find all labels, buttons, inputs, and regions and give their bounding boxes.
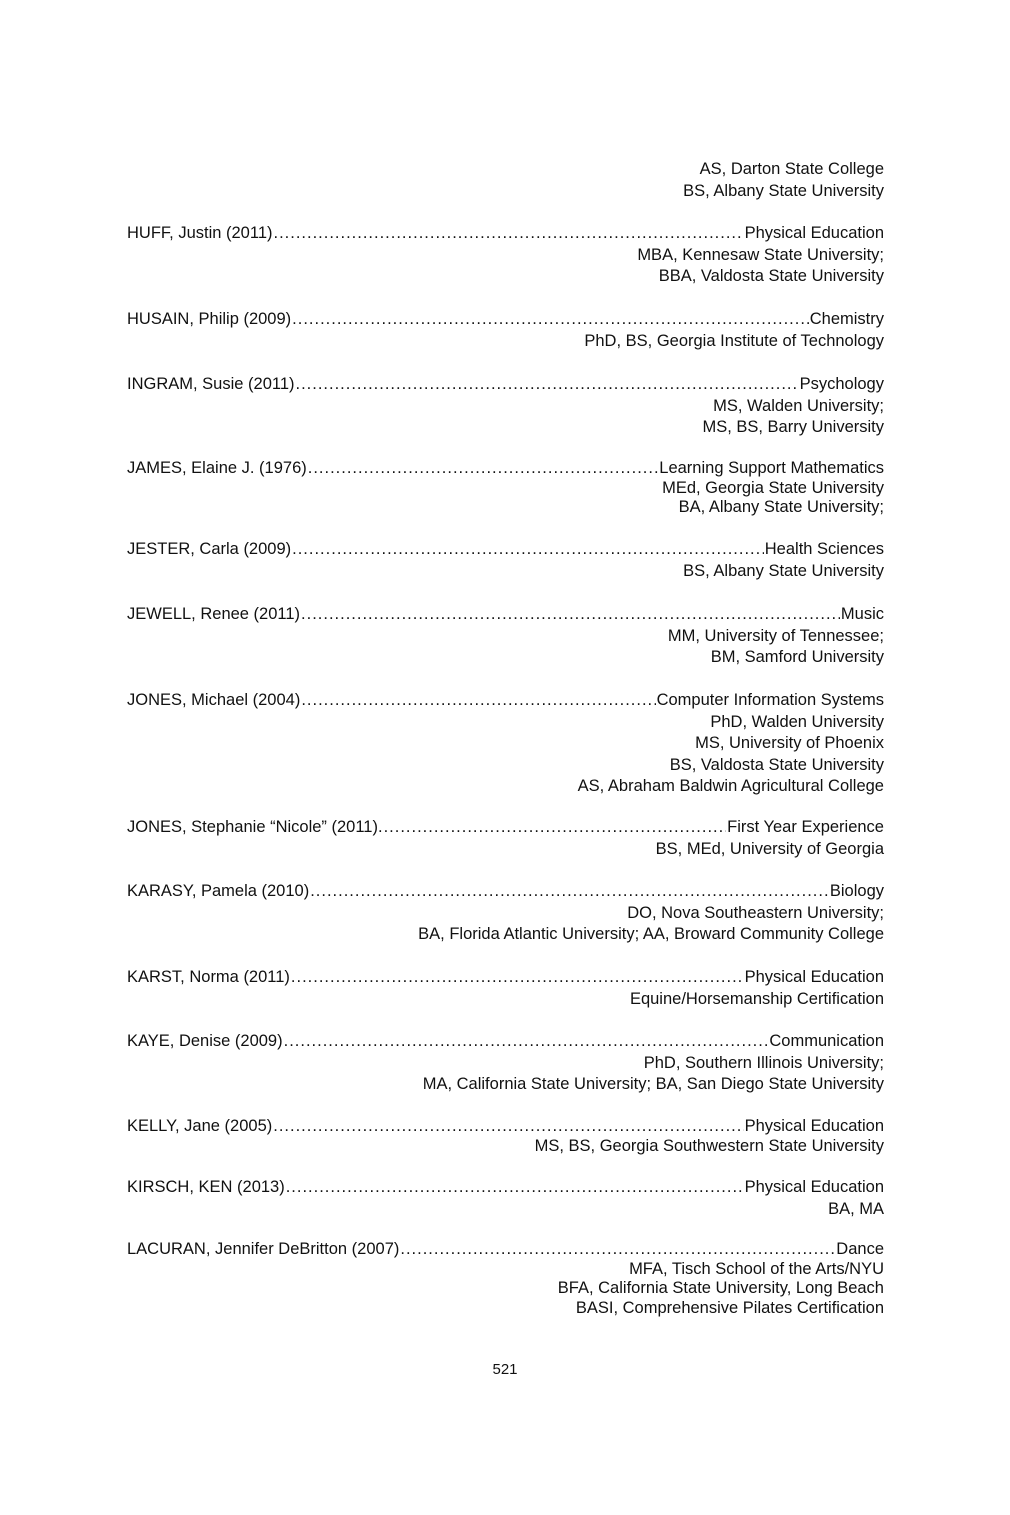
degree-line: BBA, Valdosta State University [658,267,884,285]
dot-leader [308,459,659,479]
department: Computer Information Systems [656,691,884,709]
faculty-entry [127,459,884,518]
faculty-name: JESTER, Carla (2009) [127,540,292,558]
department: Dance [836,1240,884,1258]
faculty-entry [127,539,884,582]
faculty-entry [127,1031,884,1096]
entry-heading [127,690,884,712]
entry-heading [127,817,884,839]
dot-leader [384,817,727,839]
faculty-entry [127,690,884,798]
dot-leader [301,604,840,626]
dot-leader [274,223,744,245]
faculty-entry [127,1177,884,1220]
faculty-entry [127,881,884,946]
faculty-name: JEWELL, Renee (2011) [127,605,301,623]
continued-entry [127,159,884,202]
entry-heading [127,1031,884,1053]
degree-line: DO, Nova Southeastern University; [627,903,884,922]
faculty-name: JAMES, Elaine J. (1976) [127,459,307,477]
faculty-name: JONES, Stephanie “Nicole” (2011). [127,818,383,836]
faculty-name: KARASY, Pamela (2010) [127,882,310,900]
faculty-name: KARST, Norma (2011) [127,968,290,986]
dot-leader [310,881,829,903]
degree-line: BA, Florida Atlantic University; AA, Broward Community College [418,925,884,943]
faculty-name: INGRAM, Susie (2011) [127,375,295,393]
faculty-name: KELLY, Jane (2005) [127,1117,273,1135]
degree-line: PhD, Southern Illinois University; [643,1053,884,1072]
entry-heading [127,881,884,903]
faculty-entry [127,374,884,439]
degree-line: MBA, Kennesaw State University; [637,245,884,264]
faculty-name: KIRSCH, KEN (2013) [127,1178,285,1196]
entry-heading [127,1240,884,1260]
degree-line: MA, California State University; BA, San Diego State University [422,1075,884,1093]
department: Music [840,605,884,623]
faculty-name: HUFF, Justin (2011) [127,224,273,242]
degree-line: BASI, Comprehensive Pilates Certification [575,1298,884,1317]
degree-line: Equine/Horsemanship Certification [629,989,884,1008]
dot-leader [292,309,809,331]
faculty-name: HUSAIN, Philip (2009) [127,310,292,328]
entry-heading [127,1177,884,1199]
degree-line: MS, Walden University; [713,396,884,415]
entry-heading [127,967,884,989]
degree-line: AS, Darton State College [699,160,884,178]
entry-heading [127,1117,884,1137]
degree-line: MS, BS, Georgia Southwestern State University [534,1136,884,1155]
dot-leader [284,1031,769,1053]
faculty-name: LACURAN, Jennifer DeBritton (2007) [127,1240,400,1258]
degree-line: AS, Abraham Baldwin Agricultural College [577,777,884,795]
degree-line: PhD, Walden University [710,712,884,731]
dot-leader [273,1117,743,1137]
dot-leader [301,690,655,712]
entry-heading [127,223,884,245]
faculty-entry [127,1240,884,1318]
department: Physical Education [744,968,884,986]
department: Psychology [799,375,884,393]
degree-line: MFA, Tisch School of the Arts/NYU [629,1259,884,1278]
dot-leader [400,1240,835,1260]
dot-leader [296,374,799,396]
degree-line: MS, University of Phoenix [695,734,884,752]
dot-leader [292,539,764,561]
entry-heading [127,539,884,561]
entry-heading [127,459,884,479]
faculty-entry [127,223,884,288]
degree-line: BS, Albany State University [683,181,884,200]
faculty-name: KAYE, Denise (2009) [127,1032,283,1050]
faculty-entry [127,1117,884,1156]
faculty-entry [127,309,884,352]
entry-heading [127,374,884,396]
department: Physical Education [744,1117,884,1135]
degree-line: BS, Valdosta State University [669,755,884,774]
degree-line: BM, Samford University [710,648,884,666]
degree-line: MS, BS, Barry University [702,418,884,436]
faculty-entry [127,817,884,860]
degree-line: BFA, California State University, Long Beach [557,1279,884,1297]
degree-line: MM, University of Tennessee; [667,626,884,645]
degree-line: BA, Albany State University; [678,498,884,516]
degree-line: MEd, Georgia State University [662,478,884,497]
department: First Year Experience [727,818,884,836]
degree-line: PhD, BS, Georgia Institute of Technology [584,331,884,350]
dot-leader [286,1177,744,1199]
department: Physical Education [744,1178,884,1196]
faculty-entry [127,967,884,1010]
entry-heading [127,604,884,626]
department: Communication [769,1032,884,1050]
degree-line: BS, MEd, University of Georgia [655,839,884,858]
department: Health Sciences [764,540,884,558]
entry-heading [127,309,884,331]
department: Biology [829,882,884,900]
page-number: 521 [492,1361,518,1378]
degree-line: BS, Albany State University [683,561,884,580]
department: Chemistry [809,310,884,328]
department: Learning Support Mathematics [659,459,884,477]
faculty-name: JONES, Michael (2004) [127,691,301,709]
faculty-entry [127,604,884,669]
degree-line: BA, MA [828,1199,884,1218]
department: Physical Education [744,224,884,242]
dot-leader [291,967,744,989]
